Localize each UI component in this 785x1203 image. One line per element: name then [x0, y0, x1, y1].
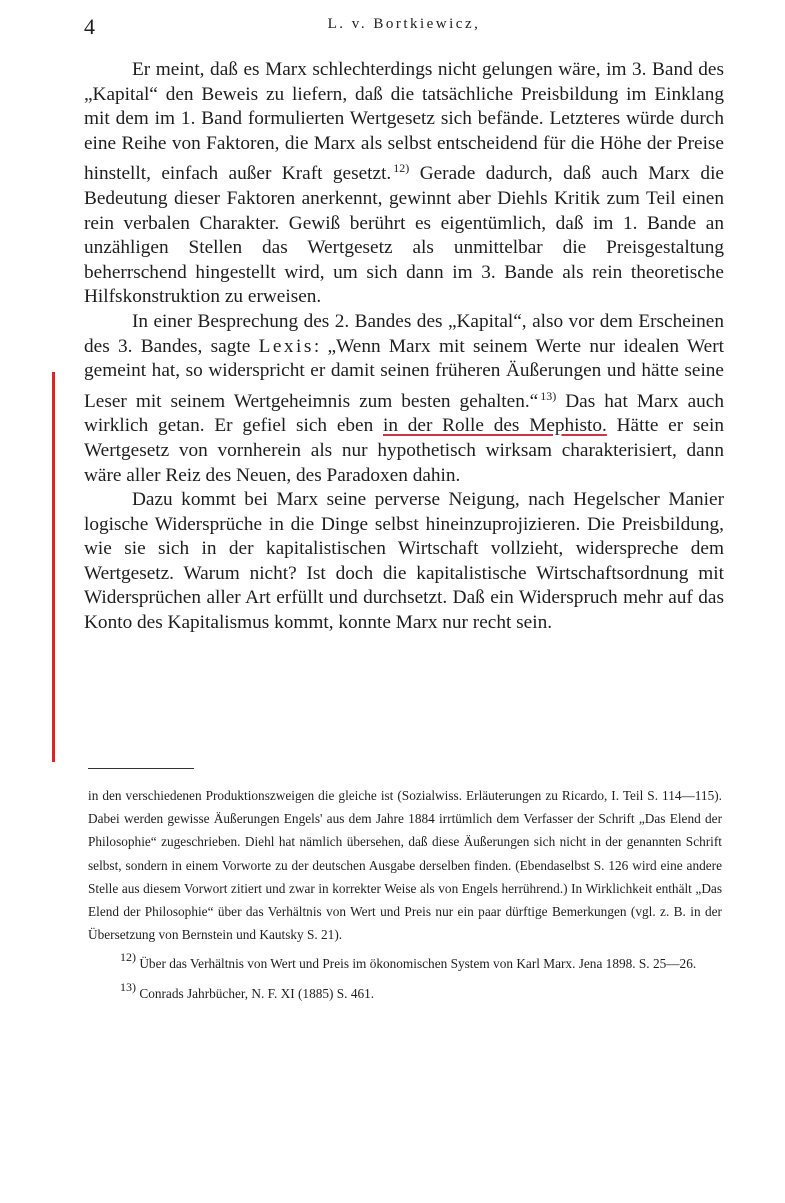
main-text — [84, 58, 724, 636]
footnote-ref-12[interactable]: 12) — [393, 161, 410, 176]
paragraph-3: Dazu kommt bei Marx seine perverse Neigung, nach Hegelscher Manier logische Widersprüche in die Dinge selbst hineinzuprojizieren. Die Preisbildung, wie sie sich in der kapitalistischen Wirtschaft vollzieht, widerspreche dem Wertgesetz. Warum nicht? Ist doch die kapitalistische Wirtschaftsordnung mit Widersprüchen aller Art erfüllt und durchsetzt. Daß ein Widerspruch mehr auf das Konto des Kapitalismus kommt, konnte Marx nur recht sein. — [84, 489, 724, 634]
footnote-13-mark: 13) — [120, 979, 136, 994]
footnote-13-text: Conrads Jahrbücher, N. F. XI (1885) S. 461. — [136, 985, 375, 1001]
paragraph-2-part-d: Hätte er sein Wertgesetz von vornherein als nur hypothetisch wirksam charakterisiert, dann wäre aller Reiz des Neuen, des Paradoxen dahin. — [84, 415, 724, 486]
footnote-13 — [88, 976, 722, 1005]
paragraph-2-part-c: Das hat Marx auch wirklich getan. Er gefiel sich eben — [84, 390, 724, 437]
author-name-lexis: Lexis — [258, 335, 314, 357]
page-header — [84, 14, 724, 42]
margin-marker — [52, 372, 55, 762]
paragraph-1-part-a: Er meint, daß es Marx schlechterdings nicht gelungen wäre, im 3. Band des „Kapital“ den Beweis zu liefern, daß die tatsächliche Preisbildung im Einklang mit dem im 1. Band formulierten Wertgesetz sich befände. Letzteres würde durch eine Reihe von Faktoren, die Marx als selbst entscheidend für die Höhe der Preise hinstellt, einfach außer Kraft gesetzt. — [84, 59, 724, 185]
footnote-continued: in den verschiedenen Produktionszweigen die gleiche ist (Sozialwiss. Erläuterungen zu Ricardo, I. Teil S. 114—115). Dabei werden gewisse Äußerungen Engels' aus dem Jahre 1884 irrtümlich dem Verfasser der Schrift „Das Elend der Philosophie“ zugeschrieben. Diehl hat nämlich übersehen, daß diese Äußerungen sich nicht in der genannten Schrift selbst, sondern in einem Vorworte zu der deutschen Ausgabe derselben finden. (Ebendaselbst S. 126 wird eine andere Stelle aus diesem Vorwort zitiert und zwar in korrekter Weise als von Engels herrührend.) In Wirklichkeit enthält „Das Elend der Philosophie“ über das Verhältnis von Wert und Preis nur ein paar dürftige Bemerkungen (vgl. z. B. in der Übersetzung von Bernstein und Kautsky S. 21). — [88, 788, 722, 943]
running-head: L. v. Bortkiewicz, — [327, 16, 481, 32]
page-number: 4 — [84, 14, 95, 39]
footnote-12 — [88, 946, 722, 975]
paragraph-2-part-a: In einer Besprechung des 2. Bandes des „Kapital“, also vor dem Erscheinen des 3. Bandes, sagte — [84, 310, 724, 357]
footnote-12-mark: 12) — [120, 950, 136, 965]
footnote-12-text: Über das Verhältnis von Wert und Preis im ökonomischen System von Karl Marx. Jena 1898. S. 25—26. — [136, 956, 697, 972]
paragraph-2-part-b: : „Wenn Marx mit seinem Werte nur idealen Wert gemeint hat, so widerspricht er damit seinen früheren Äußerungen und hätte seine Leser mit seinem Wertgeheimnis zum besten gehalten.“ — [84, 335, 724, 412]
paragraph-1 — [84, 58, 724, 310]
footnotes — [88, 784, 722, 1005]
footnote-ref-13[interactable]: 13) — [540, 388, 557, 403]
paragraph-1-part-b: Gerade dadurch, daß auch Marx die Bedeutung dieser Faktoren anerkennt, gewinnt aber Diehls Kritik zum Teil einen rein verbalen Charakter. Gewiß berührt es eigentümlich, daß im 1. Bande an unzähligen Stellen das Wertgesetz als unmittelbar die Preisgestaltung beherrschend hingestellt wird, um sich dann im 3. Bande als rein theoretische Hilfskonstruktion zu erweisen. — [84, 163, 724, 308]
underlined-phrase: in der Rolle des Mephisto. — [383, 415, 607, 437]
paragraph-2 — [84, 310, 724, 488]
footnote-divider — [88, 768, 194, 769]
